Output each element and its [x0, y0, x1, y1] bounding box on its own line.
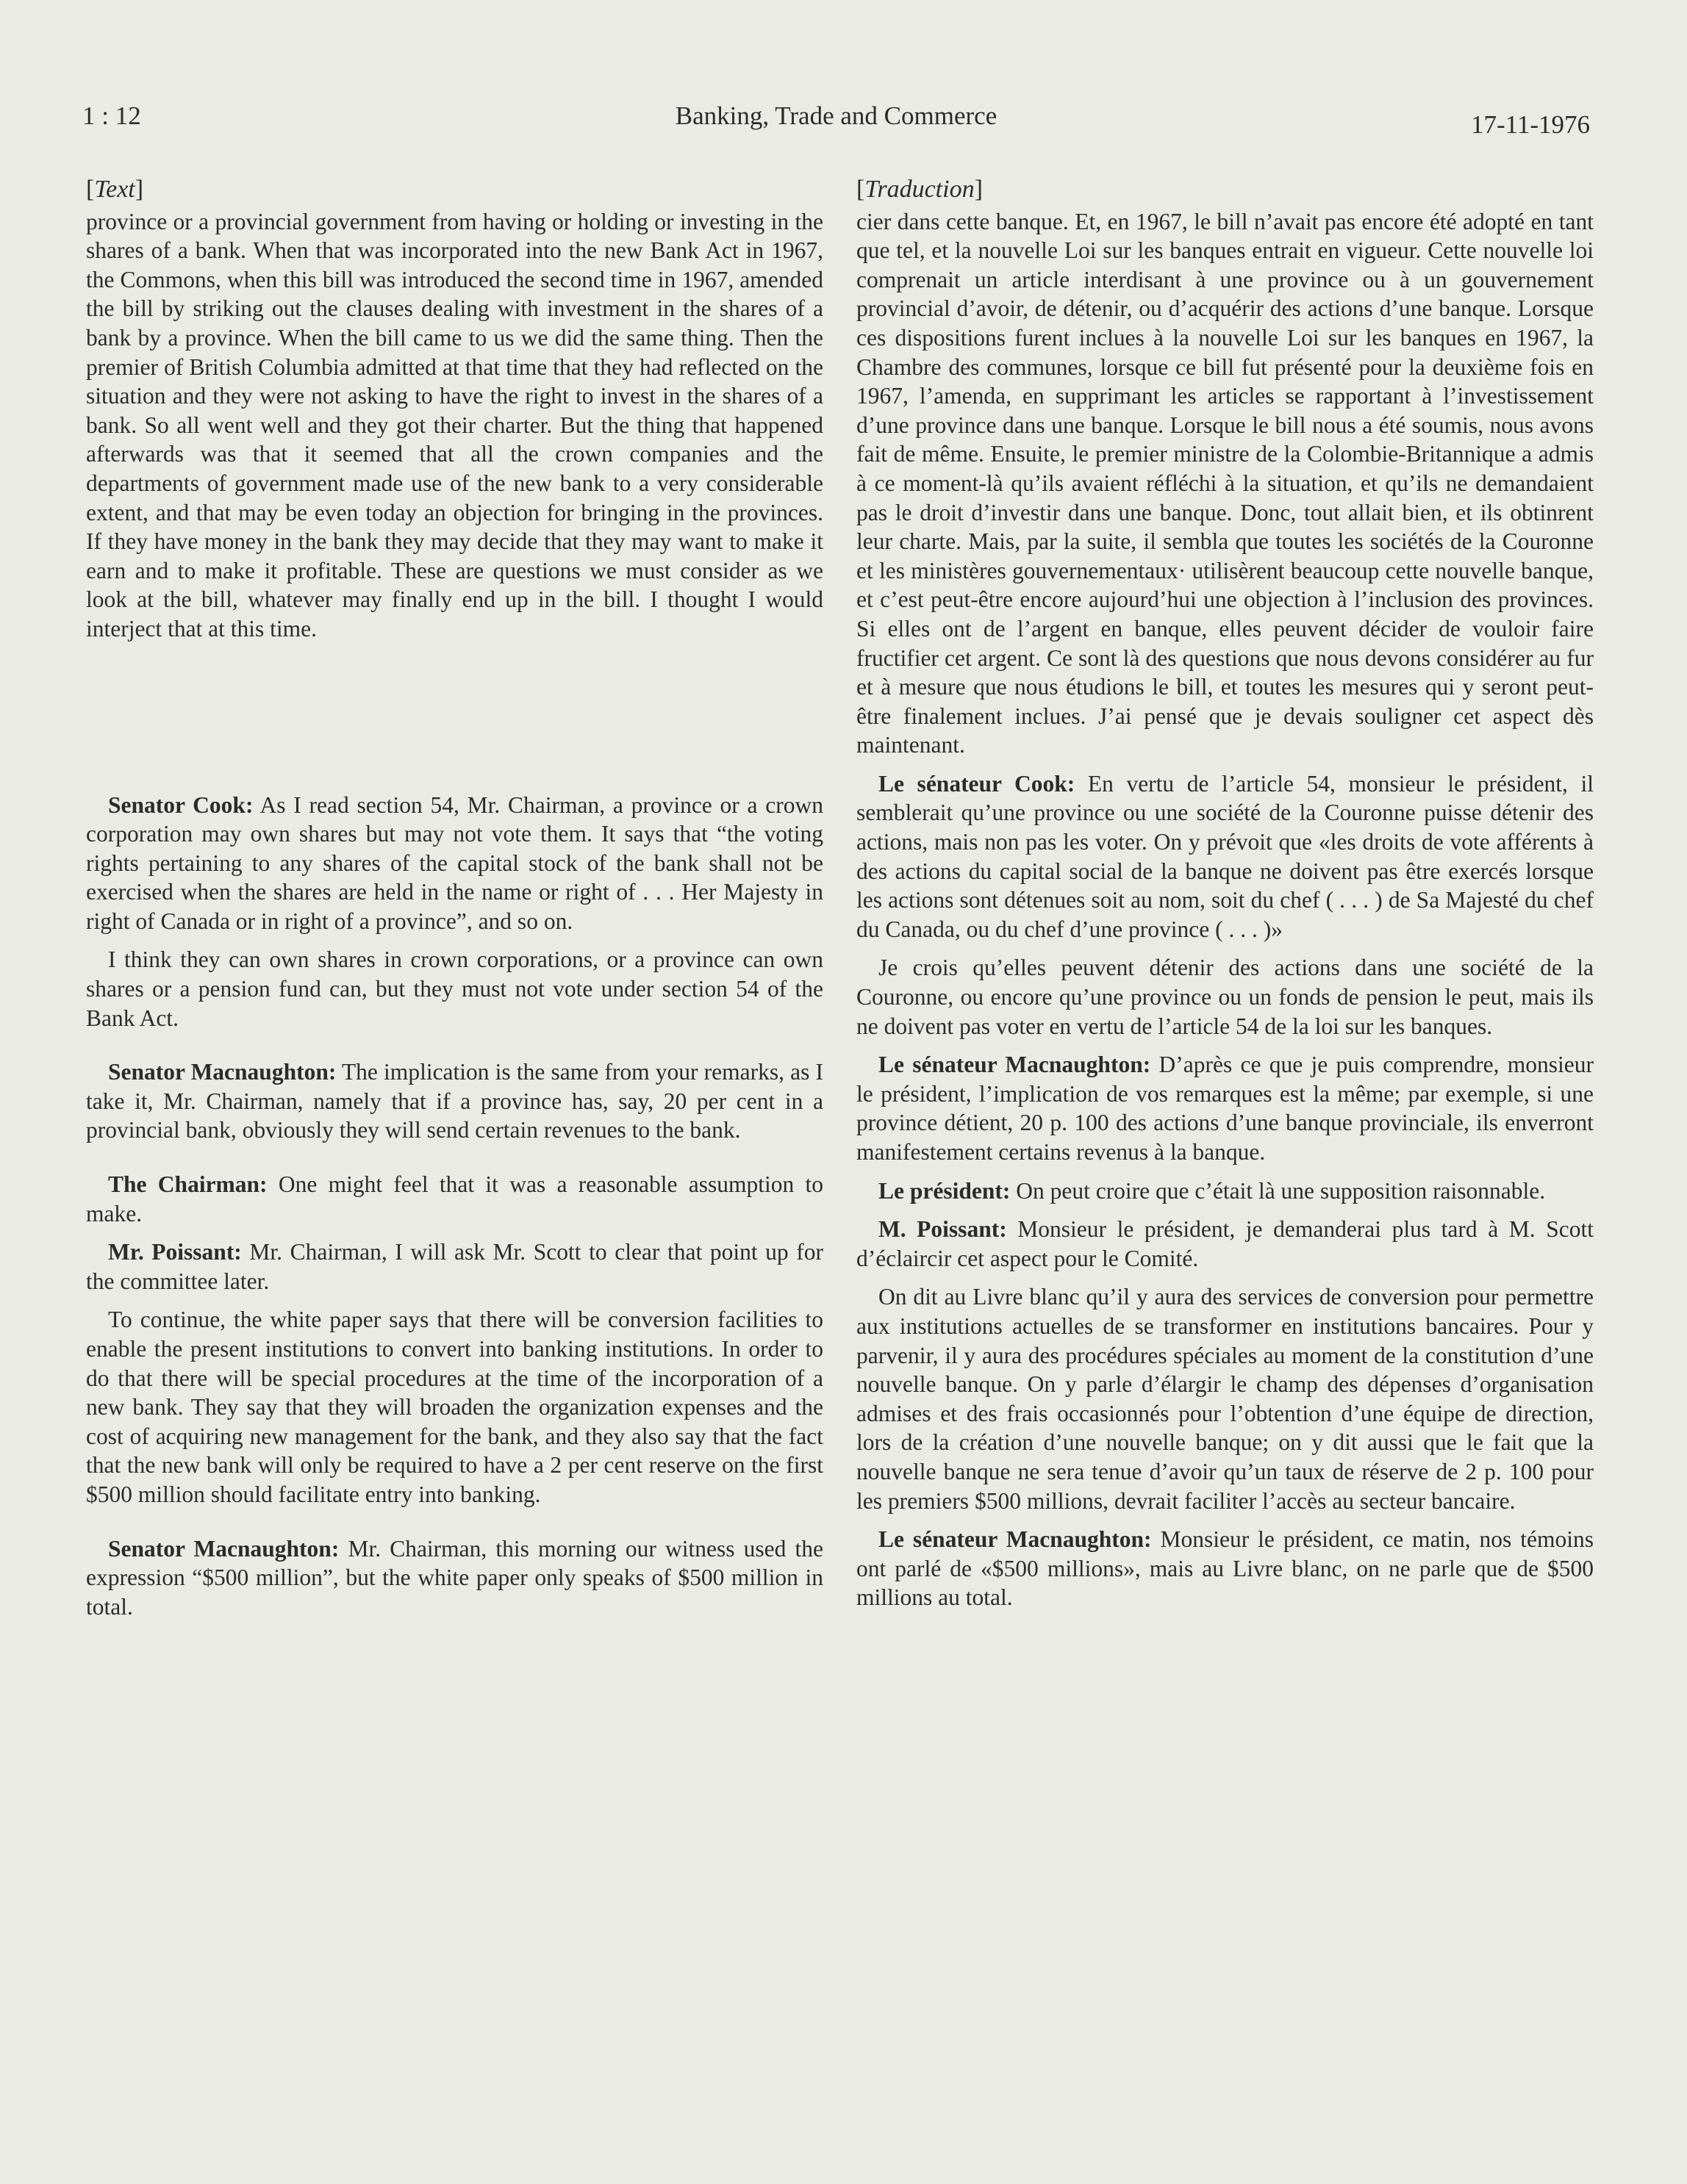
page-header [82, 101, 1590, 146]
english-paragraph-macnaughton-1: Senator Macnaughton: The implication is the same from your remarks, as I take it, Mr. Chairman, namely that if a province has, say, 20 per cent in a provincial bank, obviously they will send certain revenues to the bank. [86, 1059, 823, 1143]
french-label: [Traduction] [856, 176, 983, 203]
speaker-macnaughton-2: Senator Macnaughton: [108, 1535, 340, 1562]
english-paragraph-cook: Senator Cook: As I read section 54, Mr. Chairman, a province or a crown corporation may own shares but may not vote them. It says that “the voting rights pertaining to any shares of the capital stock of the bank shall not be exercised when the shares are held in the name or right of . . . Her Majesty in right of Canada or in right of a province”, and so on. [86, 791, 824, 934]
speaker-macnaughton-fr: Le sénateur Macnaughton: [878, 1052, 1151, 1078]
english-label: [Text] [86, 176, 144, 203]
speaker-macnaughton: Senator Macnaughton: [108, 1059, 337, 1085]
french-paragraph-3: Je crois qu’elles peuvent détenir des actions dans une société de la Couronne, ou encore qu’une province ou un fonds de pension le peut, mais ils ne doivent pas voter en vertu de l’article 54 de la loi sur les banques. [856, 955, 1594, 1039]
french-paragraph-macnaughton-2: Le sénateur Macnaughton: Monsieur le président, ce matin, nos témoins ont parlé de «$500 millions», mais au Livre blanc, on ne parle que de $500 millions au total. [856, 1526, 1594, 1611]
speaker-cook: Senator Cook: [108, 791, 254, 818]
french-paragraph-macnaughton-1: Le sénateur Macnaughton: D’après ce que je puis comprendre, monsieur le président, l’implication de vos remarques est la même; par exemple, si une province détient, 20 p. 100 des actions d’une banque provinciale, ils enverront manifestement certains revenus à la banque. [856, 1052, 1594, 1165]
speaker-macnaughton-2-fr: Le sénateur Macnaughton: [878, 1526, 1152, 1553]
english-paragraph-3: I think they can own shares in crown corporations, or a province can own shares or a pension fund can, but they must not vote under section 54 of the Bank Act. [86, 946, 823, 1031]
speaker-cook-fr: Le sénateur Cook: [878, 770, 1075, 797]
english-column [86, 175, 823, 1621]
french-paragraph-1: cier dans cette banque. Et, en 1967, le bill n’avait pas encore été adopté en tant que tel, et la nouvelle Loi sur les banques entrait en vigueur. Cette nouvelle loi comprenait un article interdisant à une province ou à un gouvernement provincial d’avoir, de détenir, ou d’acquérir des actions d’une banque. Lorsque ces dispositions furent inclues à la nouvelle Loi sur les banques en 1967, la Chambre des communes, lorsque ce bill fut présenté pour la deuxième fois en 1967, l’amenda, en supprimant les articles se rapportant à l’investissement d’une province dans une banque. Lorsque le bill nous a été soumis, nous avons fait de même. Ensuite, le premier ministre de la Colombie-Britannique a admis à ce moment-là qu’ils avaient réfléchi à la situation, et qu’ils ne demandaient pas le droit d’investir dans une banque. Donc, tout allait bien, et ils obtinrent leur charte. Mais, par la suite, il sembla que toutes les sociétés de la Couronne et les ministères gouvernementaux· utilisèrent beaucoup cette nouvelle banque, et c’est peut-être encore aujourd’hui une objection à l’inclusion des provinces. Si elles ont de l’argent en banque, elles peuvent décider de vouloir faire fructifier cet argent. Ce sont là des questions que nous devons considérer au fur et à mesure que nous étudions le bill, et toutes les mesures qui y seront peut-être finalement inclues. J’ai pensé que je devais souligner cet aspect dès maintenant. [856, 208, 1594, 758]
english-paragraph-1: province or a provincial government from having or holding or investing in the shares of a bank. When that was incorporated into the new Bank Act in 1967, the Commons, when this bill was introduced the second time in 1967, amended the bill by striking out the clauses dealing with investment in the shares of a bank by a province. When the bill came to us we did the same thing. Then the premier of British Columbia admitted at that time that they had reflected on the situation and they were not asking to have the right to invest in the shares of a bank. So all went well and they got their charter. But the thing that happened afterwards was that it seemed that all the crown companies and the departments of government made use of the new bank to a very considerable extent, and that may be even today an objection for bringing in the provinces. If they have money in the bank they may decide that they may want to make it earn and to make it profitable. These are questions we must consider as we look at the bill, whatever may finally end up in the bill. I thought I would interject that at this time. [86, 208, 823, 642]
french-paragraph-chairman: Le président: On peut croire que c’était là une supposition raisonnable. [878, 1177, 1546, 1204]
speaker-poissant: Mr. Poissant: [108, 1239, 242, 1265]
page-date: 17-11-1976 [1470, 110, 1590, 139]
english-paragraph-poissant: Mr. Poissant: Mr. Chairman, I will ask Mr. Scott to clear that point up for the committee later. [86, 1239, 823, 1294]
french-column [856, 175, 1594, 1612]
french-paragraph-poissant: M. Poissant: Monsieur le président, je demanderai plus tard à M. Scott d’éclaircir cet aspect pour le Comité. [856, 1216, 1594, 1271]
english-paragraph-7: To continue, the white paper says that there will be conversion facilities to enable the present institutions to convert into banking institutions. In order to do that there will be special procedures at the time of the incorporation of a new bank. They say that they will broaden the organization expenses and the cost of acquiring new management for the bank, and they also say that the fact that the new bank will only be required to have a 2 per cent reserve on the first $500 million should facilitate entry into banking. [86, 1307, 823, 1507]
english-paragraph-chairman: The Chairman: One might feel that it was a reasonable assumption to make. [86, 1171, 824, 1226]
speaker-chairman: The Chairman: [108, 1171, 268, 1198]
speaker-poissant-fr: M. Poissant: [878, 1216, 1007, 1243]
french-paragraph-cook: Le sénateur Cook: En vertu de l’article 54, monsieur le président, il semblerait qu’une province ou une société de la Couronne puisse détenir des actions, mais non pas les voter. On y prévoit que «les droits de vote afférents à des actions du capital social de la banque ne doivent pas être exercés lorsque les actions sont détenues soit au nom, soit du chef ( . . . ) de Sa Majesté du chef du Canada, ou du chef d’une province ( . . . )» [856, 770, 1594, 942]
publication-title: Banking, Trade and Commerce [675, 101, 997, 130]
english-paragraph-macnaughton-2: Senator Macnaughton: Mr. Chairman, this morning our witness used the expression “$500 million”, but the white paper only speaks of $500 million in total. [86, 1535, 823, 1620]
french-paragraph-7: On dit au Livre blanc qu’il y aura des services de conversion pour permettre aux institutions actuelles de se transformer en institutions bancaires. Pour y parvenir, il y aura des procédures spéciales au moment de la constitution d’une nouvelle banque. On y parle d’élargir le champ des dépenses d’organisation admises et des frais occasionnés pour l’obtention d’une équipe de direction, lors de la création d’une nouvelle banque; on y dit aussi que le fait que la nouvelle banque ne sera tenue d’avoir qu’un taux de réserve de 2 p. 100 pour les premiers $500 millions, devrait faciliter l’accès au secteur bancaire. [856, 1284, 1594, 1514]
speaker-chairman-fr: Le président: [878, 1177, 1011, 1204]
page-number: 1 : 12 [82, 101, 141, 130]
